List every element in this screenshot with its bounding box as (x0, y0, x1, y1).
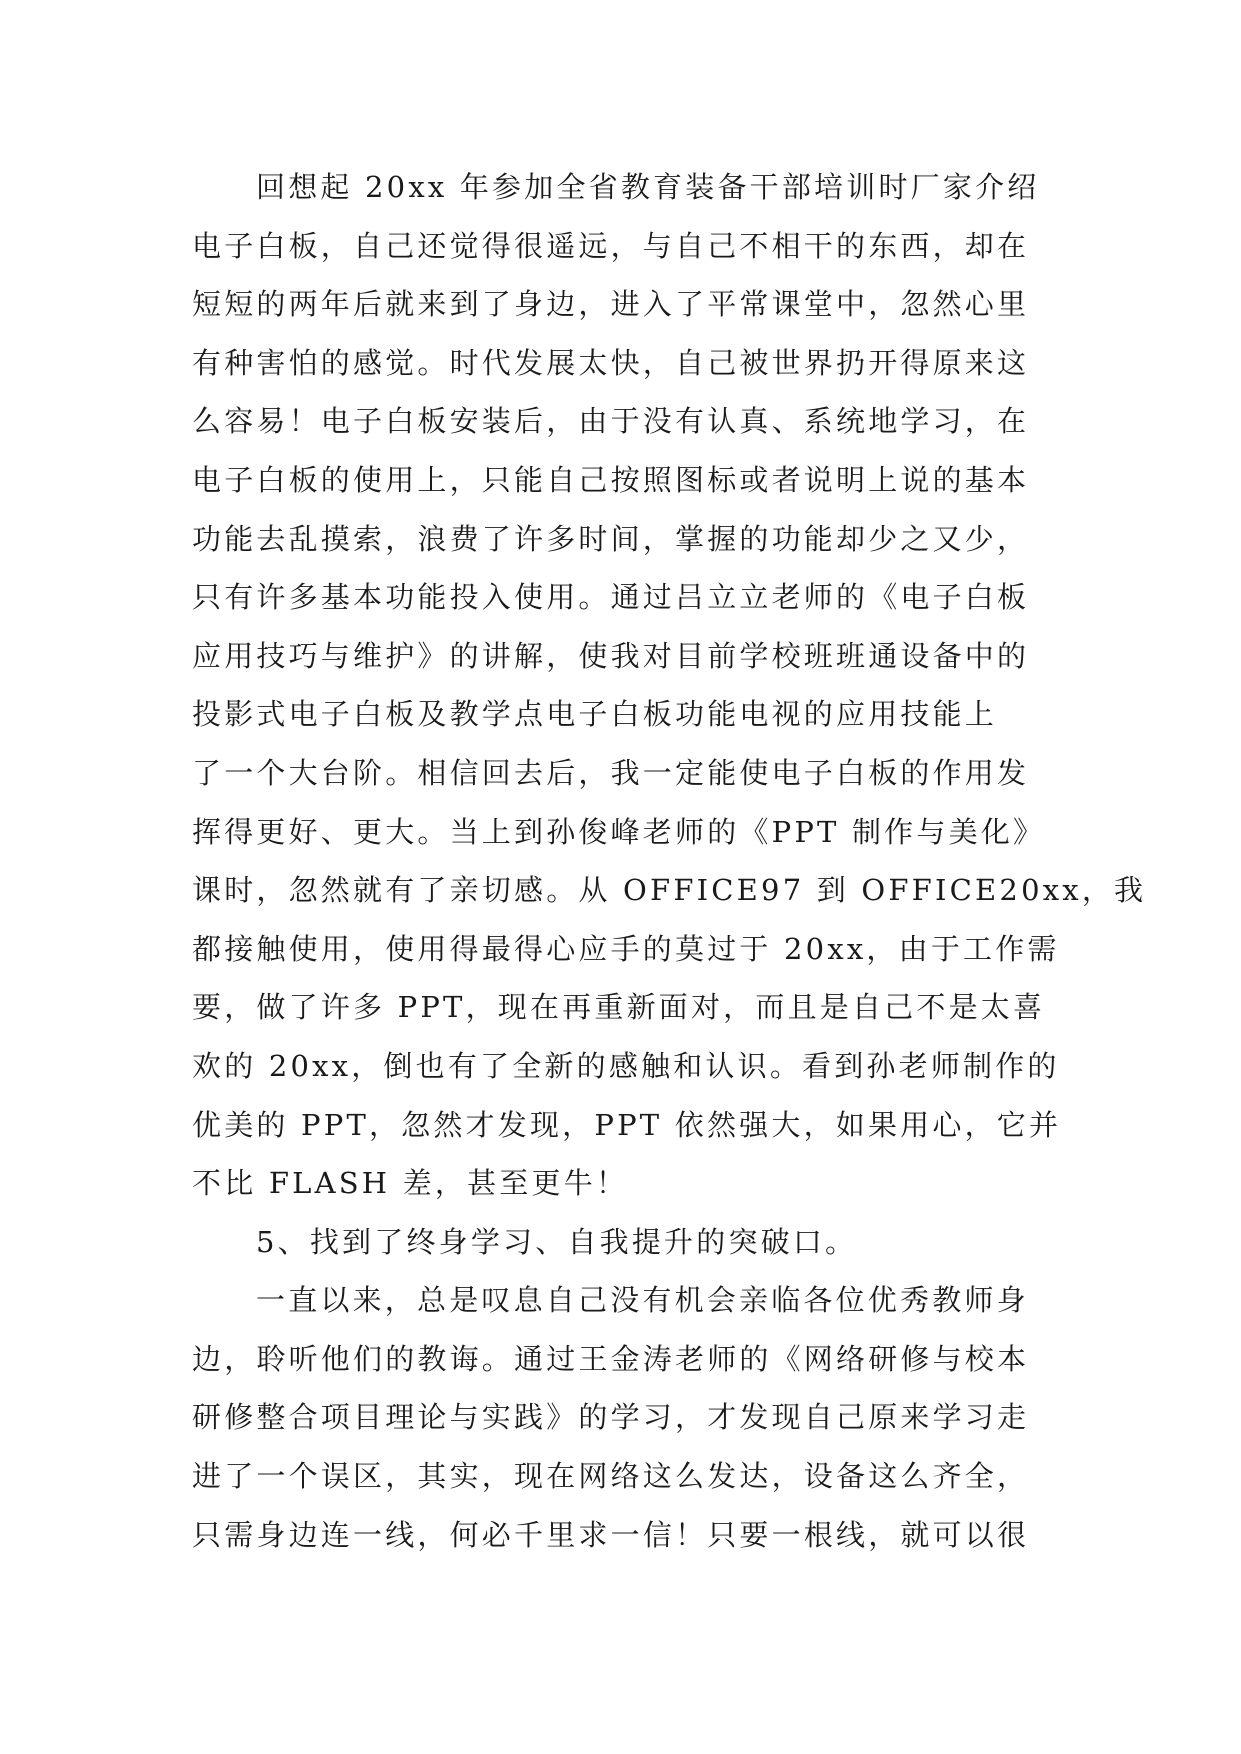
text-line: 不比 FLASH 差，甚至更牛！ (192, 1166, 629, 1201)
text-line: 进了一个误区，其实，现在网络这么发达，设备这么齐全， (192, 1459, 1030, 1494)
text-line: 欢的 20xx，倒也有了全新的感触和认识。看到孙老师制作的 (192, 1048, 1060, 1083)
document-body (192, 158, 1147, 1564)
text-line: 短短的两年后就来到了身边，进入了平常课堂中，忽然心里 (192, 287, 1030, 322)
text-line: 有种害怕的感觉。时代发展太快，自己被世界扔开得原来这 (192, 345, 1030, 380)
text-line: 功能去乱摸索，浪费了许多时间，掌握的功能却少之又少， (192, 521, 1030, 556)
text-line: 边，聆听他们的教诲。通过王金涛老师的《网络研修与校本 (192, 1341, 1030, 1376)
text-line: 挥得更好、更大。当上到孙俊峰老师的《PPT 制作与美化》 (192, 814, 1046, 849)
text-line: 课时，忽然就有了亲切感。从 OFFICE97 到 OFFICE20xx，我 (192, 873, 1147, 908)
text-line: 优美的 PPT，忽然才发现，PPT 依然强大，如果用心，它并 (192, 1107, 1062, 1142)
text-line: 投影式电子白板及教学点电子白板功能电视的应用技能上 (192, 697, 998, 732)
text-line: 电子白板的使用上，只能自己按照图标或者说明上说的基本 (192, 462, 1030, 497)
text-line: 一直以来，总是叹息自己没有机会亲临各位优秀教师身 (256, 1283, 1029, 1318)
text-line: 么容易！电子白板安装后，由于没有认真、系统地学习，在 (192, 404, 1030, 439)
text-line: 了一个大台阶。相信回去后，我一定能使电子白板的作用发 (192, 755, 1030, 790)
text-line: 研修整合项目理论与实践》的学习，才发现自己原来学习走 (192, 1400, 1030, 1435)
text-line: 电子白板，自己还觉得很遥远，与自己不相干的东西，却在 (192, 228, 1030, 263)
text-line: 应用技巧与维护》的讲解，使我对目前学校班班通设备中的 (192, 638, 1030, 673)
text-line: 5、找到了终身学习、自我提升的突破口。 (256, 1224, 858, 1259)
text-line: 要，做了许多 PPT，现在再重新面对，而且是自己不是太喜 (192, 990, 1046, 1025)
text-line: 都接触使用，使用得最得心应手的莫过于 20xx，由于工作需 (192, 931, 1060, 966)
text-line: 只有许多基本功能投入使用。通过吕立立老师的《电子白板 (192, 580, 1030, 615)
text-line: 只需身边连一线，何必千里求一信！只要一根线，就可以很 (192, 1517, 1030, 1552)
text-line: 回想起 20xx 年参加全省教育装备干部培训时厂家介绍 (256, 170, 1040, 204)
